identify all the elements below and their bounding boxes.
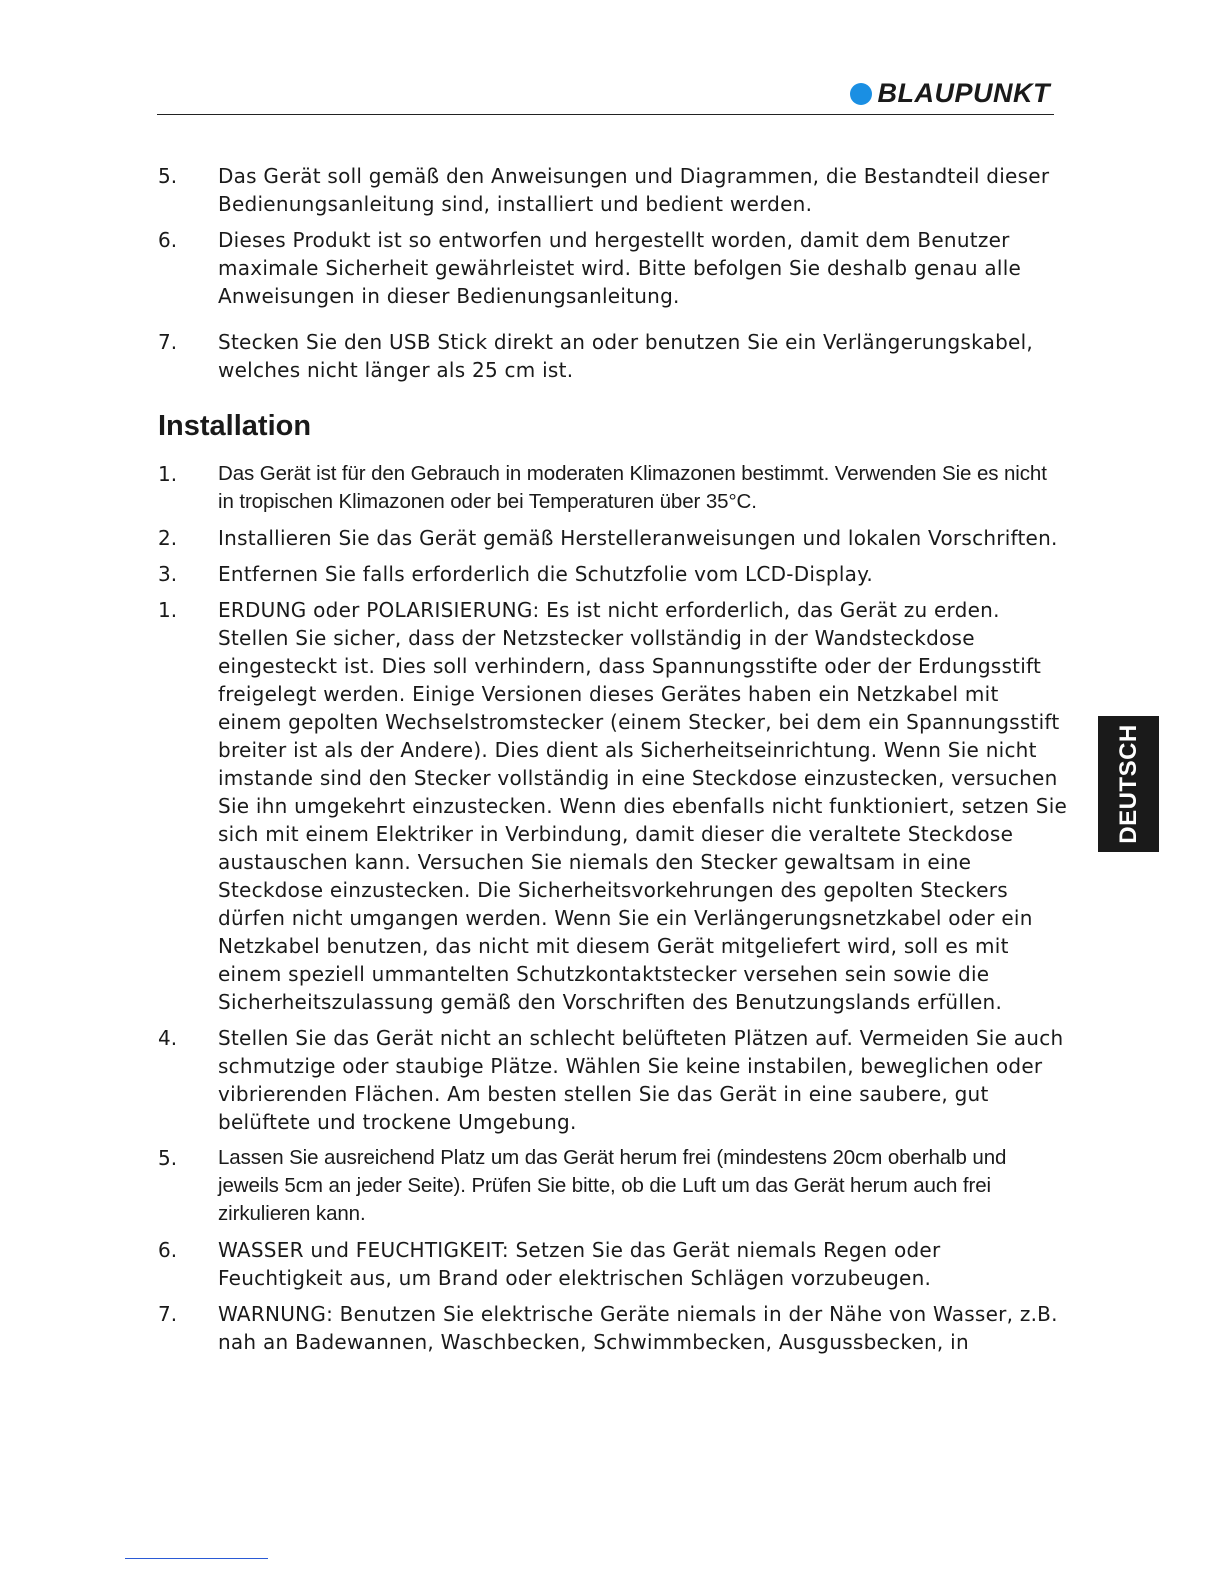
item-number: 5. bbox=[158, 1146, 178, 1170]
item-text: Lassen Sie ausreichend Platz um das Gerät herum frei (mindestens 20cm oberhalb und jeweils 5cm an jeder Seite). Prüfen Sie bitte, ob die Luft um das Gerät herum auch frei zirkulieren kann. bbox=[218, 1146, 1007, 1225]
language-tab-label: DEUTSCH bbox=[1114, 724, 1142, 844]
item-number: 6. bbox=[158, 1238, 178, 1262]
item-text: Stecken Sie den USB Stick direkt an oder benutzen Sie ein Verlängerungskabel, welches nicht länger als 25 cm ist. bbox=[218, 330, 1033, 382]
list-item bbox=[158, 1024, 1068, 1136]
item-text: Installieren Sie das Gerät gemäß Herstelleranweisungen und lokalen Vorschriften. bbox=[218, 526, 1058, 550]
language-tab bbox=[1098, 716, 1159, 852]
item-text: WARNUNG: Benutzen Sie elektrische Geräte niemals in der Nähe von Wasser, z.B. nah an Badewannen, Waschbecken, Schwimmbecken, Ausgussbecken, in bbox=[218, 1302, 1058, 1354]
list-item bbox=[158, 328, 1068, 384]
item-number: 4. bbox=[158, 1026, 178, 1050]
brand-name: BLAUPUNKT bbox=[877, 78, 1050, 108]
brand-logo bbox=[850, 78, 1051, 109]
brand-dot-icon bbox=[850, 83, 872, 105]
safety-list-continued bbox=[158, 162, 1068, 392]
item-number: 6. bbox=[158, 228, 178, 252]
item-text: Das Gerät soll gemäß den Anweisungen und Diagrammen, die Bestandteil dieser Bedienungsanleitung sind, installiert und bedient werden. bbox=[218, 164, 1050, 216]
list-item bbox=[158, 162, 1068, 218]
item-text: WASSER und FEUCHTIGKEIT: Setzen Sie das Gerät niemals Regen oder Feuchtigkeit aus, um Brand oder elektrischen Schlägen vorzubeugen. bbox=[218, 1238, 941, 1290]
item-number: 2. bbox=[158, 526, 178, 550]
item-number: 7. bbox=[158, 330, 178, 354]
list-item bbox=[158, 1300, 1068, 1356]
item-number: 3. bbox=[158, 562, 178, 586]
list-item bbox=[158, 560, 1068, 588]
list-item bbox=[158, 226, 1068, 310]
page-header bbox=[157, 70, 1054, 115]
item-number: 5. bbox=[158, 164, 178, 188]
item-number: 1. bbox=[158, 598, 178, 622]
section-heading: Installation bbox=[158, 410, 312, 442]
item-number: 1. bbox=[158, 462, 178, 486]
list-item bbox=[158, 596, 1068, 1016]
item-text: Entfernen Sie falls erforderlich die Schutzfolie vom LCD-Display. bbox=[218, 562, 873, 586]
item-text: Stellen Sie das Gerät nicht an schlecht belüfteten Plätzen auf. Vermeiden Sie auch schmutzige oder staubige Plätze. Wählen Sie keine instabilen, beweglichen oder vibrierenden Flächen. Am besten stellen Sie das Gerät in eine saubere, gut belüftete und trockene Umgebung. bbox=[218, 1026, 1064, 1134]
installation-section bbox=[158, 404, 1068, 1364]
item-text: Dieses Produkt ist so entworfen und hergestellt worden, damit dem Benutzer maximale Sicherheit gewährleistet wird. Bitte befolgen Sie deshalb genau alle Anweisungen in dieser Bedienungsanleitung. bbox=[218, 228, 1022, 308]
item-number: 7. bbox=[158, 1302, 178, 1326]
item-text: ERDUNG oder POLARISIERUNG: Es ist nicht erforderlich, das Gerät zu erden. Stellen Sie sicher, dass der Netzstecker vollständig in der Wandsteckdose eingesteckt ist. Dies soll verhindern, dass Spannungsstifte oder der Erdungsstift freigelegt werden. Einige Versionen dieses Gerätes haben ein Netzkabel mit einem gepolten Wechselstromstecker (einem Stecker, bei dem ein Spannungsstift breiter ist als der Andere). Dies dient als Sicherheitseinrichtung. Wenn Sie nicht imstande sind den Stecker vollständig in eine Steckdose einzustecken, versuchen Sie ihn umgekehrt einzustecken. Wenn dies ebenfalls nicht funktioniert, setzen Sie sich mit einem Elektriker in Verbindung, damit dieser die veraltete Steckdose austauschen kann. Versuchen Sie niemals den Stecker gewaltsam in eine Steckdose einzustecken. Die Sicherheitsvorkehrungen des gepolten Steckers dürfen nicht umgangen werden. Wenn Sie ein Verlängerungsnetzkabel oder ein Netzkabel benutzen, das nicht mit diesem Gerät mitgeliefert wird, soll es mit einem speziell ummantelten Schutzkontaktstecker versehen sein sowie die Sicherheitszulassung gemäß den Vorschriften des Benutzungslands erfüllen. bbox=[218, 598, 1068, 1014]
item-text: Das Gerät ist für den Gebrauch in moderaten Klimazonen bestimmt. Verwenden Sie es nicht in tropischen Klimazonen oder bei Temperaturen über 35°C. bbox=[218, 462, 1047, 513]
list-item bbox=[158, 524, 1068, 552]
footer-rule bbox=[125, 1558, 268, 1559]
list-item bbox=[158, 460, 1068, 516]
list-item bbox=[158, 1144, 1068, 1228]
list-item bbox=[158, 1236, 1068, 1292]
